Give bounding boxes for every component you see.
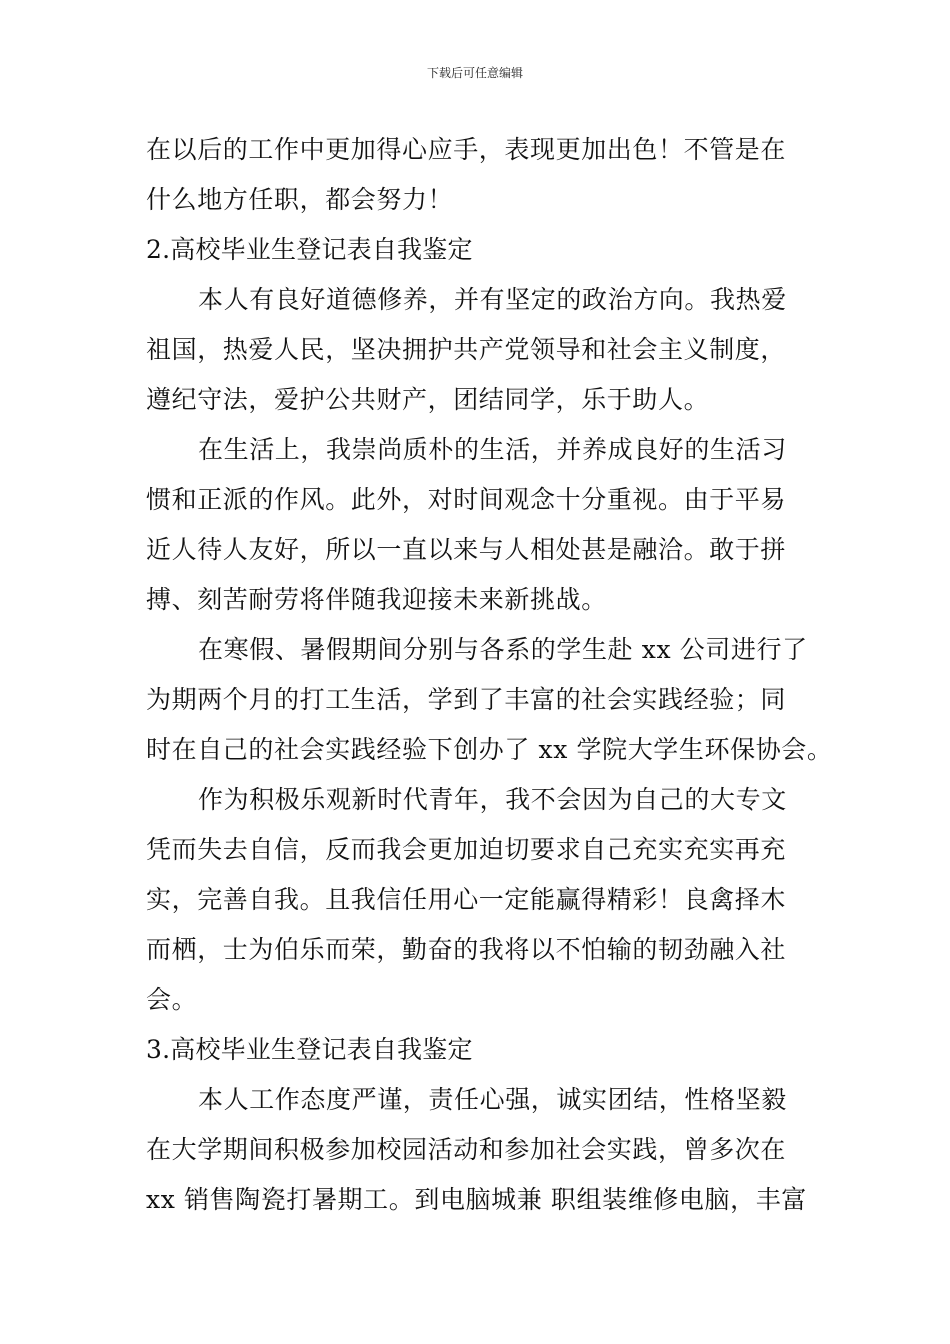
document-body	[146, 125, 833, 1225]
paragraph-line: 凭而失去自信，反而我会更加迫切要求自己充实充实再充	[146, 835, 787, 864]
paragraph-line: 实，完善自我。且我信任用心一定能赢得精彩！良禽择木	[146, 885, 787, 914]
paragraph-line: 在生活上，我崇尚质朴的生活，并养成良好的生活习	[198, 435, 787, 464]
paragraph-line: 在大学期间积极参加校园活动和参加社会实践，曾多次在	[146, 1135, 787, 1164]
paragraph-line: 搏、刻苦耐劳将伴随我迎接未来新挑战。	[146, 585, 607, 614]
paragraph-line: 惯和正派的作风。此外，对时间观念十分重视。由于平易	[146, 485, 787, 514]
paragraph-line: 什么地方任职，都会努力！	[146, 185, 454, 214]
paragraph-line: xx 销售陶瓷打暑期工。到电脑城兼 职组装维修电脑，丰富	[146, 1185, 807, 1214]
paragraph-line: 在以后的工作中更加得心应手，表现更加出色！不管是在	[146, 135, 787, 164]
paragraph-line: 近人待人友好，所以一直以来与人相处甚是融洽。敢于拼	[146, 535, 787, 564]
paragraph-line: 作为积极乐观新时代青年，我不会因为自己的大专文	[198, 785, 787, 814]
paragraph-line: 祖国，热爱人民，坚决拥护共产党领导和社会主义制度，	[146, 335, 787, 364]
paragraph-line: 本人工作态度严谨，责任心强，诚实团结，性格坚毅	[198, 1085, 787, 1114]
section-heading-3: 3.高校毕业生登记表自我鉴定	[146, 1035, 473, 1064]
paragraph-line: 遵纪守法，爱护公共财产，团结同学，乐于助人。	[146, 385, 710, 414]
paragraph-line: 会。	[146, 985, 198, 1014]
section-heading-2: 2.高校毕业生登记表自我鉴定	[146, 235, 473, 264]
page-header-note: 下载后可任意编辑	[426, 66, 523, 80]
paragraph-line: 本人有良好道德修养，并有坚定的政治方向。我热爱	[198, 285, 787, 314]
paragraph-line: 时在自己的社会实践经验下创办了 xx 学院大学生环保协会。	[146, 735, 833, 764]
paragraph-line: 在寒假、暑假期间分别与各系的学生赴 xx 公司进行了	[198, 635, 808, 664]
paragraph-line: 而栖，士为伯乐而荣，勤奋的我将以不怕输的韧劲融入社	[146, 935, 787, 964]
paragraph-line: 为期两个月的打工生活，学到了丰富的社会实践经验；同	[146, 685, 787, 714]
